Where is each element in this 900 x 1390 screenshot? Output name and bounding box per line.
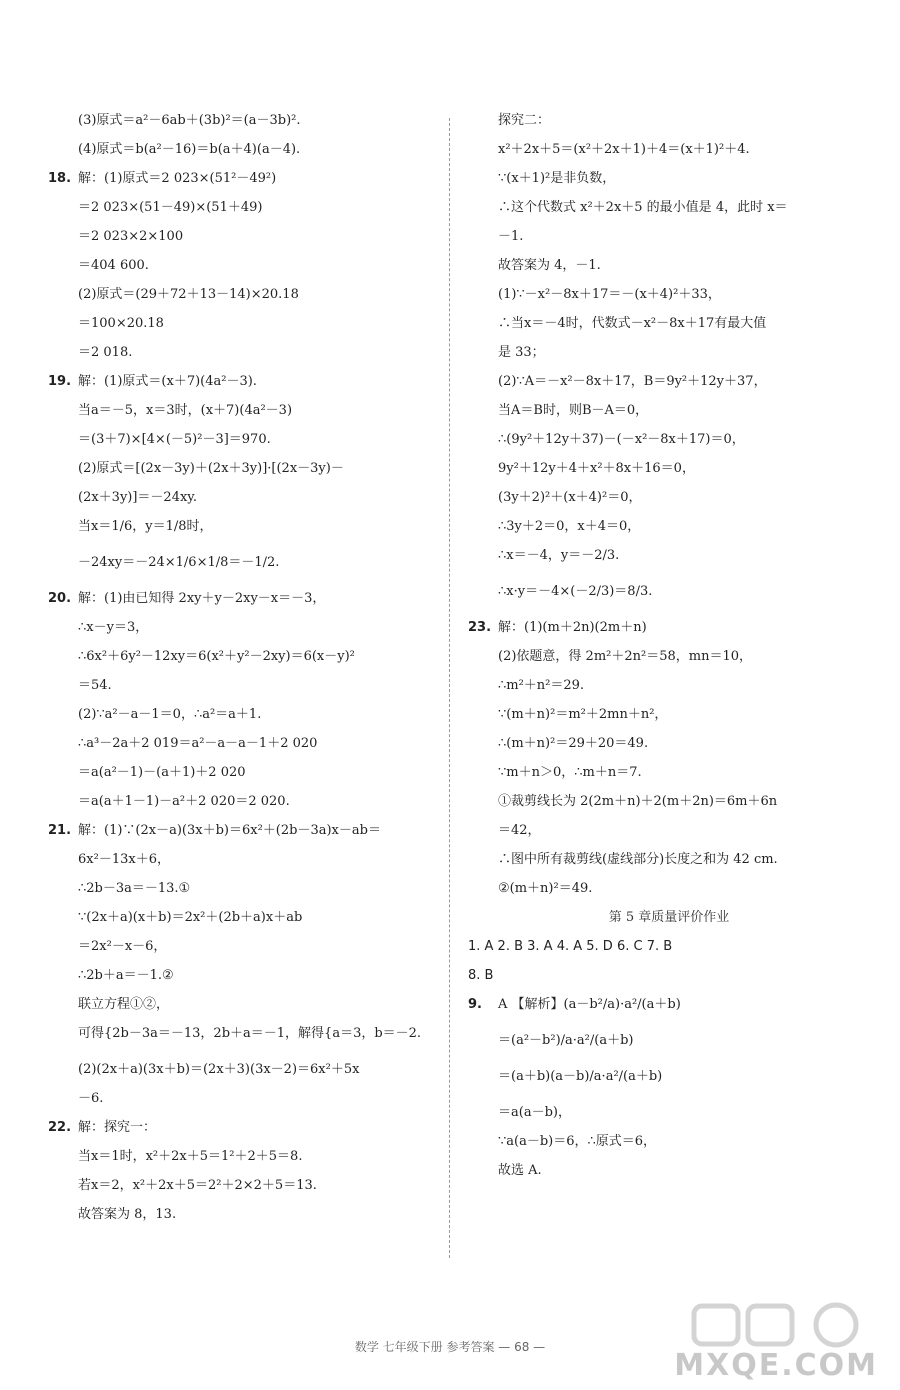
line-text: －6.	[78, 1091, 104, 1106]
solution-line	[468, 851, 870, 869]
line-text: 故答案为 8，13.	[78, 1207, 177, 1222]
solution-line	[468, 373, 870, 391]
solution-line	[48, 344, 438, 362]
solution-line	[468, 996, 870, 1014]
solution-line	[468, 257, 870, 275]
solution-line	[468, 489, 870, 507]
line-text: 若x＝2，x²＋2x＋5＝2²＋2×2＋5＝13.	[78, 1178, 317, 1193]
line-text: 解：(1)由已知得 2xy＋y－2xy－x＝－3，	[78, 591, 326, 606]
line-text: ∴6x²＋6y²－12xy＝6(x²＋y²－2xy)＝6(x－y)²	[78, 649, 355, 664]
line-text: ∴3y＋2＝0，x＋4＝0，	[498, 519, 641, 534]
line-text: 故选 A.	[498, 1163, 542, 1178]
line-text: ＝a(a－b)，	[498, 1105, 571, 1120]
line-text: (2x＋3y)]＝－24xy.	[78, 490, 198, 505]
line-text: ＝54.	[78, 678, 112, 693]
solution-line	[468, 822, 870, 840]
column-divider	[449, 118, 450, 1258]
solution-line	[48, 590, 438, 608]
question-number: 23.	[468, 620, 492, 635]
question-number: 22.	[48, 1120, 72, 1135]
line-text: ∴(9y²＋12y＋37)－(－x²－8x＋17)＝0，	[498, 432, 745, 447]
solution-line	[468, 141, 870, 159]
solution-line	[468, 170, 870, 188]
line-text: ∴a³－2a＋2 019＝a²－a－a－1＋2 020	[78, 736, 318, 751]
right-column-solutions	[468, 112, 870, 898]
solution-line	[48, 141, 438, 159]
line-text: 联立方程①②，	[78, 997, 170, 1012]
solution-line	[48, 1025, 438, 1043]
solution-line	[468, 431, 870, 449]
solution-line	[48, 554, 438, 572]
question-number: 18.	[48, 171, 72, 186]
solution-line	[468, 518, 870, 536]
question-9-solution	[468, 996, 870, 1180]
solution-line	[48, 170, 438, 188]
solution-line	[468, 583, 870, 601]
line-text: ∵(2x＋a)(x＋b)＝2x²＋(2b＋a)x＋ab	[78, 910, 303, 925]
solution-line	[468, 764, 870, 782]
solution-line	[48, 938, 438, 956]
solution-line	[48, 286, 438, 304]
solution-line	[468, 1133, 870, 1151]
line-text: 当x＝1时，x²＋2x＋5＝1²＋2＋5＝8.	[78, 1149, 303, 1164]
line-text: x²＋2x＋5＝(x²＋2x＋1)＋4＝(x＋1)²＋4.	[498, 142, 750, 157]
line-text: ∴这个代数式 x²＋2x＋5 的最小值是 4，此时 x＝	[498, 200, 788, 215]
solution-line	[468, 735, 870, 753]
line-text: ②(m＋n)²＝49.	[498, 881, 593, 896]
solution-line	[48, 257, 438, 275]
solution-line	[48, 619, 438, 637]
question-number: 19.	[48, 374, 72, 389]
watermark-text: MXQE.COM	[674, 1348, 878, 1383]
line-text: ①裁剪线长为 2(2m＋n)＋2(m＋2n)＝6m＋6n	[498, 794, 778, 809]
line-text: ∴2b－3a＝－13.①	[78, 881, 191, 896]
line-text: ∴x－y＝3，	[78, 620, 149, 635]
line-text: (3)原式＝a²－6ab＋(3b)²＝(a－3b)².	[78, 113, 301, 128]
line-text: 解：(1)∵(2x－a)(3x＋b)＝6x²＋(2b－3a)x－ab＝	[78, 823, 381, 838]
line-text: ∵(x＋1)²是非负数，	[498, 171, 616, 186]
solution-line	[48, 489, 438, 507]
line-text: 当x＝1/6，y＝1/8时，	[78, 519, 213, 534]
solution-line	[48, 648, 438, 666]
left-column	[48, 112, 438, 1235]
line-text: ＝(a＋b)(a－b)/a·a²/(a＋b)	[498, 1069, 663, 1084]
line-text: ∵(m＋n)²＝m²＋2mn＋n²，	[498, 707, 668, 722]
line-text: ∴m²＋n²＝29.	[498, 678, 585, 693]
line-text: ＝(a²－b²)/a·a²/(a＋b)	[498, 1033, 634, 1048]
line-text: A 【解析】(a－b²/a)·a²/(a＋b)	[498, 997, 681, 1012]
solution-line	[48, 880, 438, 898]
section-title: 第 5 章质量评价作业	[608, 910, 730, 925]
solution-line	[48, 1119, 438, 1137]
line-text: (2)原式＝(29＋72＋13－14)×20.18	[78, 287, 299, 302]
line-text: (2)依题意，得 2m²＋2n²＝58，mn＝10，	[498, 649, 752, 664]
solution-line	[468, 286, 870, 304]
line-text: (2)(2x＋a)(3x＋b)＝(2x＋3)(3x－2)＝6x²＋5x	[78, 1062, 360, 1077]
solution-line	[48, 199, 438, 217]
line-text: ∴图中所有裁剪线(虚线部分)长度之和为 42 cm.	[498, 852, 778, 867]
solution-line	[48, 315, 438, 333]
solution-line	[48, 851, 438, 869]
mc-answers-line-2: 8. B	[468, 968, 494, 983]
line-text: 故答案为 4，－1.	[498, 258, 601, 273]
line-text: ＝404 600.	[78, 258, 149, 273]
solution-line	[468, 1032, 870, 1050]
question-number: 21.	[48, 823, 72, 838]
solution-line	[48, 735, 438, 753]
line-text: ∴x＝－4，y＝－2/3.	[498, 548, 620, 563]
solution-line	[468, 547, 870, 565]
solution-line	[468, 402, 870, 420]
solution-line	[468, 619, 870, 637]
page-footer: 数学 七年级下册 参考答案 — 68 —	[354, 1340, 546, 1354]
line-text: (2)∵a²－a－1＝0，∴a²＝a＋1.	[78, 707, 262, 722]
solution-line	[48, 112, 438, 130]
solution-line	[48, 518, 438, 536]
solution-line	[468, 1162, 870, 1180]
right-column	[468, 112, 870, 1191]
line-text: ＝a(a²－1)－(a＋1)＋2 020	[78, 765, 246, 780]
line-text: 9y²＋12y＋4＋x²＋8x＋16＝0，	[498, 461, 695, 476]
solution-line	[48, 909, 438, 927]
line-text: 6x²－13x＋6，	[78, 852, 170, 867]
line-text: ＝2x²－x－6，	[78, 939, 167, 954]
solution-line	[48, 967, 438, 985]
solution-line	[468, 648, 870, 666]
solution-line	[48, 1206, 438, 1224]
line-text: 当a＝－5，x＝3时，(x＋7)(4a²－3)	[78, 403, 293, 418]
line-text: (2)原式＝[(2x－3y)＋(2x＋3y)]·[(2x－3y)－	[78, 461, 344, 476]
line-text: ＝2 023×2×100	[78, 229, 184, 244]
line-text: (1)∵－x²－8x＋17＝－(x＋4)²＋33，	[498, 287, 721, 302]
line-text: ∴2b＋a＝－1.②	[78, 968, 174, 983]
solution-line	[468, 677, 870, 695]
line-text: ＝100×20.18	[78, 316, 164, 331]
line-text: (3y＋2)²＋(x＋4)²＝0，	[498, 490, 642, 505]
line-text: ∴x·y＝－4×(－2/3)＝8/3.	[498, 584, 653, 599]
question-number: 20.	[48, 591, 72, 606]
line-text: 可得{2b－3a＝－13，2b＋a＝－1，解得{a＝3，b＝－2.	[78, 1026, 422, 1041]
solution-line	[48, 402, 438, 420]
solution-line	[48, 228, 438, 246]
line-text: 是 33；	[498, 345, 545, 360]
solution-line	[48, 373, 438, 391]
line-text: －1.	[498, 229, 524, 244]
line-text: (4)原式＝b(a²－16)＝b(a＋4)(a－4).	[78, 142, 301, 157]
line-text: ∵m＋n＞0，∴m＋n＝7.	[498, 765, 642, 780]
line-text: ＝a(a＋1－1)－a²＋2 020＝2 020.	[78, 794, 290, 809]
solution-line	[48, 793, 438, 811]
line-text: ＝2 018.	[78, 345, 133, 360]
line-text: ∴当x＝－4时，代数式－x²－8x＋17有最大值	[498, 316, 767, 331]
solution-line	[48, 1177, 438, 1195]
line-text: 解：(1)(m＋2n)(2m＋n)	[498, 620, 647, 635]
solution-line	[48, 677, 438, 695]
solution-line	[48, 822, 438, 840]
solution-line	[48, 460, 438, 478]
solution-line	[48, 1090, 438, 1108]
line-text: ＝(3＋7)×[4×(－5)²－3]＝970.	[78, 432, 271, 447]
solution-line	[468, 315, 870, 333]
solution-line	[48, 1061, 438, 1079]
line-text: ∵a(a－b)＝6，∴原式＝6，	[498, 1134, 657, 1149]
solution-line	[468, 706, 870, 724]
line-text: ∴(m＋n)²＝29＋20＝49.	[498, 736, 649, 751]
line-text: 探究二：	[498, 113, 551, 128]
question-number: 9.	[468, 997, 482, 1012]
line-text: 解：(1)原式＝(x＋7)(4a²－3).	[78, 374, 257, 389]
solution-line	[468, 880, 870, 898]
solution-line	[468, 228, 870, 246]
line-text: 解：探究一：	[78, 1120, 157, 1135]
mc-answers-line-1: 1. A 2. B 3. A 4. A 5. D 6. C 7. B	[468, 939, 673, 954]
solution-line	[468, 1104, 870, 1122]
line-text: 当A＝B时，则B－A＝0，	[498, 403, 649, 418]
line-text: －24xy＝－24×1/6×1/8＝－1/2.	[78, 555, 280, 570]
solution-line	[468, 793, 870, 811]
solution-line	[48, 996, 438, 1014]
solution-line	[468, 344, 870, 362]
solution-line	[48, 431, 438, 449]
solution-line	[468, 460, 870, 478]
solution-line	[468, 199, 870, 217]
line-text: 解：(1)原式＝2 023×(51²－49²)	[78, 171, 277, 186]
line-text: ＝2 023×(51－49)×(51＋49)	[78, 200, 263, 215]
line-text: ＝42，	[498, 823, 541, 838]
solution-line	[468, 112, 870, 130]
solution-line	[48, 764, 438, 782]
line-text: (2)∵A＝－x²－8x＋17，B＝9y²＋12y＋37，	[498, 374, 767, 389]
solution-line	[48, 706, 438, 724]
solution-line	[468, 1068, 870, 1086]
solution-line	[48, 1148, 438, 1166]
